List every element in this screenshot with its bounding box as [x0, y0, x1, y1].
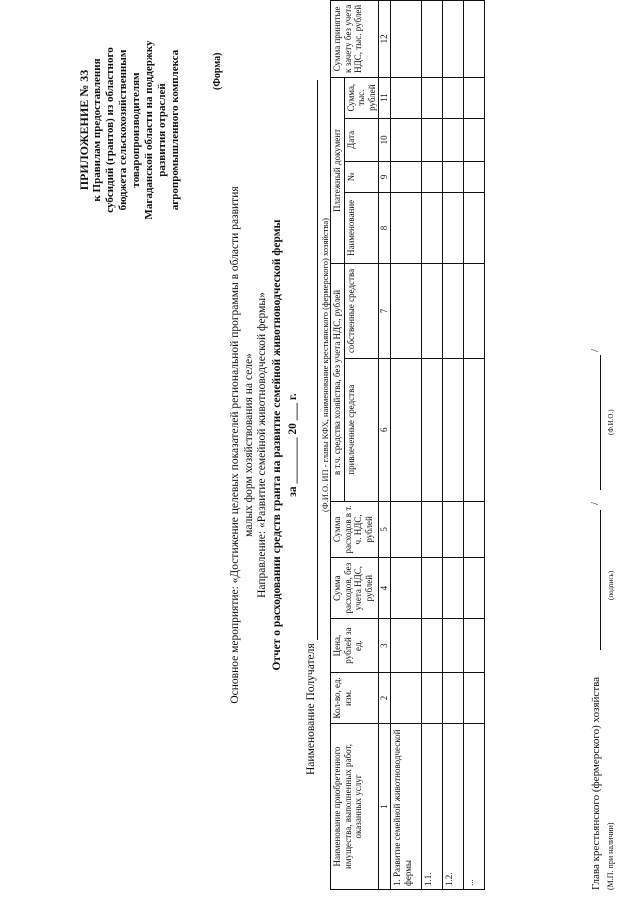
table-cell[interactable] — [422, 192, 443, 264]
name-hint: (Ф.И.О.) — [607, 409, 615, 435]
signature-label: Глава крестьянского (фермерского) хозяйства — [590, 676, 602, 890]
table-cell[interactable] — [391, 77, 422, 118]
measure-line-1: Основное мероприятие: «Достижение целевых показателей региональной программы в области развития — [229, 186, 241, 704]
table-cell[interactable] — [391, 619, 422, 673]
table-cell[interactable] — [443, 619, 464, 673]
column-number: 9 — [379, 162, 391, 193]
column-number-row — [379, 1, 391, 890]
table-cell[interactable] — [443, 118, 464, 161]
header-row-1 — [331, 1, 345, 890]
header-accepted: Сумма принятые к зачету без учета НДС, тыс. рублей — [331, 1, 379, 78]
table-cell[interactable] — [464, 118, 485, 161]
column-number: 4 — [379, 557, 391, 618]
table-cell[interactable] — [422, 77, 443, 118]
table-cell[interactable] — [464, 619, 485, 673]
table-cell[interactable] — [422, 557, 443, 618]
column-number: 7 — [379, 264, 391, 359]
table-cell[interactable] — [422, 1, 443, 78]
appendix-line: развития отраслей — [156, 83, 168, 177]
column-number: 11 — [379, 77, 391, 118]
header-payment-group: Платежный документ — [331, 77, 345, 264]
report-period: за ________ 20 ___ г. — [287, 393, 299, 497]
table-cell[interactable] — [391, 358, 422, 501]
column-number: 6 — [379, 358, 391, 501]
header-attracted: привлеченные средства — [344, 358, 379, 501]
table-cell[interactable] — [443, 1, 464, 78]
table-cell[interactable] — [443, 672, 464, 723]
table-cell[interactable] — [443, 192, 464, 264]
header-pay-number: № — [344, 162, 379, 193]
column-number: 12 — [379, 1, 391, 78]
separator-slash: / — [589, 501, 601, 505]
table-cell[interactable] — [391, 501, 422, 557]
row-label: 1.1. — [422, 723, 443, 889]
direction-text: Направление: «Развитие семейной животноводческой фермы» — [256, 292, 268, 598]
header-own: собственные средства — [344, 264, 379, 359]
table-cell[interactable] — [464, 1, 485, 78]
table-row — [464, 1, 485, 890]
table-cell[interactable] — [391, 118, 422, 161]
column-number: 2 — [379, 672, 391, 723]
appendix-number: ПРИЛОЖЕНИЕ № 33 — [77, 69, 91, 191]
table-cell[interactable] — [422, 501, 443, 557]
row-label: ... — [464, 723, 485, 889]
table-cell[interactable] — [443, 162, 464, 193]
table-row — [422, 1, 443, 890]
header-sum-vat: Сумма расходов в т. ч. НДС, рублей — [331, 501, 379, 557]
header-pay-name: Наименование — [344, 192, 379, 264]
table-cell[interactable] — [391, 672, 422, 723]
table-cell[interactable] — [422, 358, 443, 501]
table-cell[interactable] — [391, 264, 422, 359]
table-cell[interactable] — [464, 501, 485, 557]
table-cell[interactable] — [443, 557, 464, 618]
header-pay-date: Дата — [344, 118, 379, 161]
stamp-note: (М.П. при наличии) — [606, 822, 615, 890]
table-cell[interactable] — [464, 192, 485, 264]
table-cell[interactable] — [464, 358, 485, 501]
table-cell[interactable] — [443, 264, 464, 359]
table-cell[interactable] — [391, 192, 422, 264]
row-label: 1.2. — [443, 723, 464, 889]
table-cell[interactable] — [391, 1, 422, 78]
header-qty: Кол-во, ед. изм. — [331, 672, 379, 723]
separator-slash: / — [589, 348, 601, 352]
name-field[interactable] — [600, 355, 601, 490]
table-cell[interactable] — [464, 557, 485, 618]
table-cell[interactable] — [422, 162, 443, 193]
recipient-hint: (Ф.И.О. ИП - главы КФХ, наименование крестьянского (фермерского) хозяйства) — [320, 218, 330, 512]
signature-hint: (подпись) — [607, 570, 615, 600]
table-cell[interactable] — [422, 118, 443, 161]
recipient-label: Наименование Получателя — [305, 643, 317, 775]
header-name: Наименование приобретенного имущества, выполненных работ, оказанных услуг — [331, 723, 379, 889]
table-row — [443, 1, 464, 890]
recipient-field[interactable] — [305, 80, 318, 640]
table-cell[interactable] — [464, 672, 485, 723]
appendix-line: Магаданской области на поддержку — [143, 40, 155, 220]
table-row — [391, 1, 422, 890]
table-cell[interactable] — [443, 501, 464, 557]
signature-field[interactable] — [600, 510, 601, 650]
table-cell[interactable] — [422, 619, 443, 673]
table-cell[interactable] — [464, 162, 485, 193]
header-incl-group: в т.ч. средства хозяйства, без учета НДС, рублей — [331, 264, 345, 502]
measure-text — [228, 135, 256, 755]
column-number: 3 — [379, 619, 391, 673]
form-label: (Форма) — [212, 52, 223, 90]
column-number: 8 — [379, 192, 391, 264]
header-pay-sum: Сумма, тыс. рублей — [344, 77, 379, 118]
table-cell[interactable] — [443, 358, 464, 501]
table-cell[interactable] — [443, 77, 464, 118]
header-sum-no-vat: Сумма расходов, без учета НДС, рублей — [331, 557, 379, 618]
appendix-block — [78, 15, 182, 245]
column-number: 1 — [379, 723, 391, 889]
recipient-row — [304, 75, 318, 775]
appendix-line: бюджета сельскохозяйственным — [117, 49, 129, 211]
table-cell[interactable] — [464, 264, 485, 359]
appendix-line: субсидий (грантов) из областного — [104, 47, 116, 213]
measure-line-2: малых форм хозяйствования на селе» — [243, 353, 255, 537]
column-number: 5 — [379, 501, 391, 557]
header-price: Цена, рублей за ед. — [331, 619, 379, 673]
table-cell[interactable] — [464, 77, 485, 118]
table-cell[interactable] — [422, 672, 443, 723]
report-title: Отчет о расходовании средств гранта на развитие семейной животноводческой фермы — [271, 219, 283, 671]
report-table — [330, 0, 485, 890]
row-label: 1. Развитие семейной животноводческой фермы — [391, 723, 422, 889]
table-cell[interactable] — [422, 264, 443, 359]
appendix-line: к Правилам предоставления — [91, 58, 103, 202]
table-cell[interactable] — [391, 557, 422, 618]
table-cell[interactable] — [391, 162, 422, 193]
appendix-line: товаропроизводителям — [130, 72, 142, 188]
column-number: 10 — [379, 118, 391, 161]
appendix-line: агропромышленного комплекса — [169, 49, 181, 211]
